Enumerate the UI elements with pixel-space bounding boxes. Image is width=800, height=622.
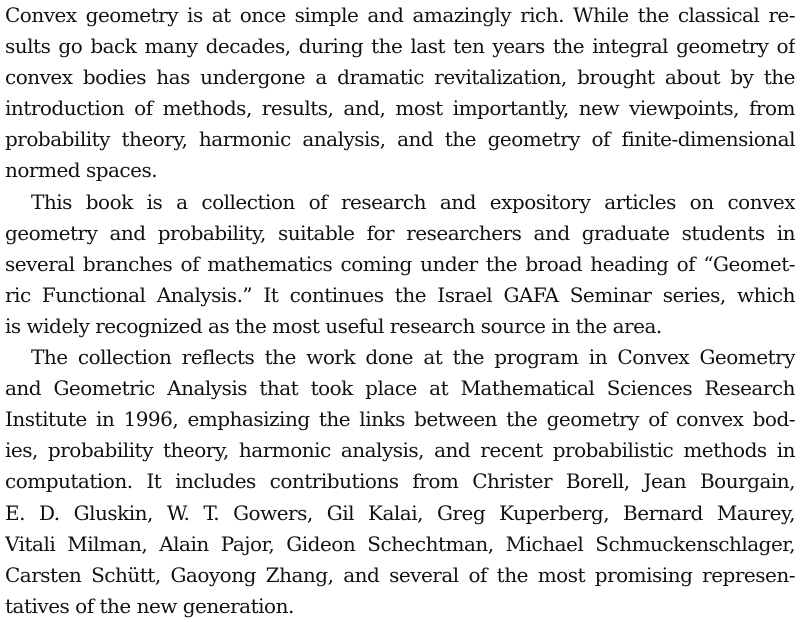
text-line: geometry and probability, suitable for researchers and graduate students in (5, 220, 795, 245)
paragraph-2 (5, 187, 795, 342)
text-line: E. D. Gluskin, W. T. Gowers, Gil Kalai, Greg Kuperberg, Bernard Maurey, (5, 500, 795, 525)
text-line: The collection reflects the work done at the program in Convex Geometry (31, 345, 795, 370)
text-line: tatives of the new generation. (5, 593, 294, 618)
text-line: introduction of methods, results, and, most importantly, new viewpoints, from (5, 96, 795, 121)
text-line: sults go back many decades, during the last ten years the integral geometry of (5, 34, 795, 59)
text-line: Carsten Schütt, Gaoyong Zhang, and several of the most promising represen- (5, 562, 795, 587)
text-line: computation. It includes contributions from Christer Borell, Jean Bourgain, (5, 469, 795, 494)
paragraph-1 (5, 0, 795, 187)
paragraph-3 (5, 342, 795, 622)
text-line: is widely recognized as the most useful research source in the area. (5, 313, 662, 338)
text-line: convex bodies has undergone a dramatic revitalization, brought about by the (5, 65, 795, 90)
text-line: probability theory, harmonic analysis, and the geometry of finite-dimensional (5, 127, 795, 152)
text-line: Vitali Milman, Alain Pajor, Gideon Schechtman, Michael Schmuckenschlager, (5, 531, 795, 556)
text-line: several branches of mathematics coming under the broad heading of “Geomet- (5, 251, 795, 276)
text-line: ies, probability theory, harmonic analysis, and recent probabilistic methods in (5, 438, 795, 463)
text-line: ric Functional Analysis.” It continues the Israel GAFA Seminar series, which (5, 282, 795, 307)
text-line: normed spaces. (5, 158, 158, 183)
text-line: Convex geometry is at once simple and amazingly rich. While the classical re- (5, 3, 795, 27)
text-line: This book is a collection of research and expository articles on convex (31, 189, 795, 214)
text-line: Institute in 1996, emphasizing the links between the geometry of convex bod- (5, 407, 795, 432)
text-line: and Geometric Analysis that took place at Mathematical Sciences Research (5, 376, 795, 401)
